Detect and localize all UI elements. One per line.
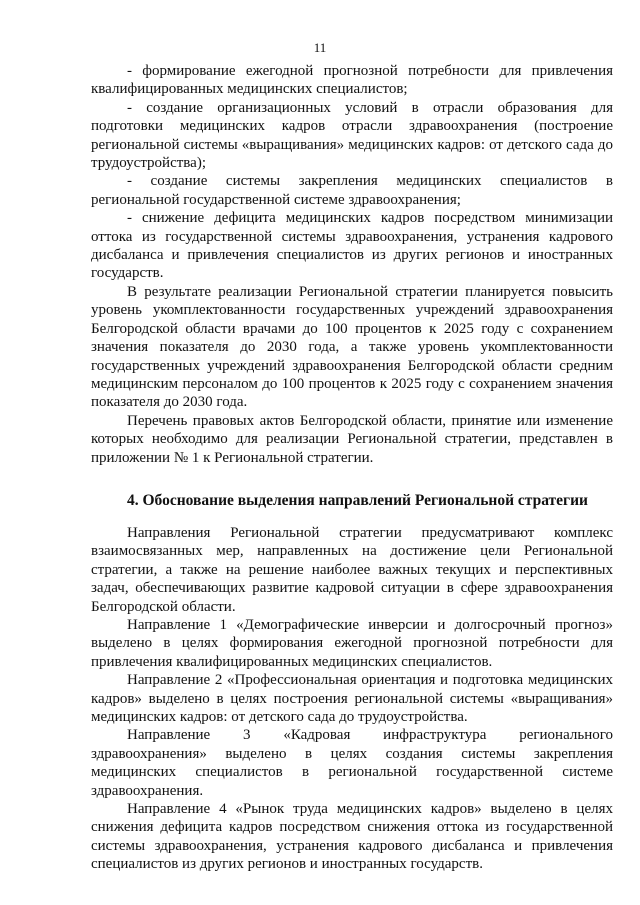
paragraph-expected-results: В результате реализации Региональной стратегии планируется повысить уровень укомплектованности государственных учреждений здравоохранения Белгородской области врачами до 100 процентов к 2025 году с сохранением значения показателя до 2030 года, а также уровень укомплектованности государственных учреждений здравоохранения Белгородской области средним медицинским персоналом до 100 процентов к 2025 году с сохранением значения показателя до 2030 года. — [91, 283, 613, 411]
paragraph-bullet-retention: - создание системы закрепления медицинских специалистов в региональной государственной системе здравоохранения; — [91, 173, 613, 208]
paragraph-bullet-education: - создание организационных условий в отрасли образования для подготовки медицинских кадров отрасли здравоохранения (построение региональной системы «выращивания» медицинских кадров: от детского сада до трудоустройства); — [91, 99, 613, 172]
paragraph-direction-2: Направление 2 «Профессиональная ориентация и подготовка медицинских кадров» выделено в целях построения региональной системы «выращивания» медицинских кадров: от детского сада до трудоустройства. — [91, 672, 613, 725]
paragraph-direction-3: Направление 3 «Кадровая инфраструктура регионального здравоохранения» выделено в целях создания системы закрепления медицинских специалистов в региональной государственной системе здравоохранения. — [91, 727, 613, 799]
page-number: 11 — [313, 40, 327, 55]
paragraph-legal-acts: Перечень правовых актов Белгородской области, принятие или изменение которых необходимо для реализации Региональной стратегии, представлен в приложении № 1 к Региональной стратегии. — [91, 412, 613, 466]
paragraph-bullet-deficit: - снижение дефицита медицинских кадров посредством минимизации оттока из государственной системы здравоохранения, устранения кадрового дисбаланса и привлечения специалистов из других регионов и иностранных государств. — [91, 210, 613, 282]
document-body — [91, 62, 613, 874]
paragraph-direction-1: Направление 1 «Демографические инверсии и долгосрочный прогноз» выделено в целях формирования ежегодной прогнозной потребности для привлечения квалифицированных медицинских специалистов. — [91, 616, 613, 670]
paragraph-directions-intro: Направления Региональной стратегии предусматривают комплекс взаимосвязанных мер, направленных на достижение цели Региональной стратегии, а также на решение наиболее важных текущих и перспективных задач, обеспечивающих развитие кадровой ситуации в сфере здравоохранения Белгородской области. — [91, 524, 613, 615]
paragraph-direction-4: Направление 4 «Рынок труда медицинских кадров» выделено в целях снижения дефицита кадров посредством снижения оттока из государственной системы здравоохранения, устранения кадрового дисбаланса и привлечения специалистов из других регионов и иностранных государств. — [91, 801, 613, 873]
section-heading: 4. Обоснование выделения направлений Региональной стратегии — [127, 491, 588, 509]
paragraph-bullet-forecast: - формирование ежегодной прогнозной потребности для привлечения квалифицированных медицинских специалистов; — [91, 63, 613, 98]
